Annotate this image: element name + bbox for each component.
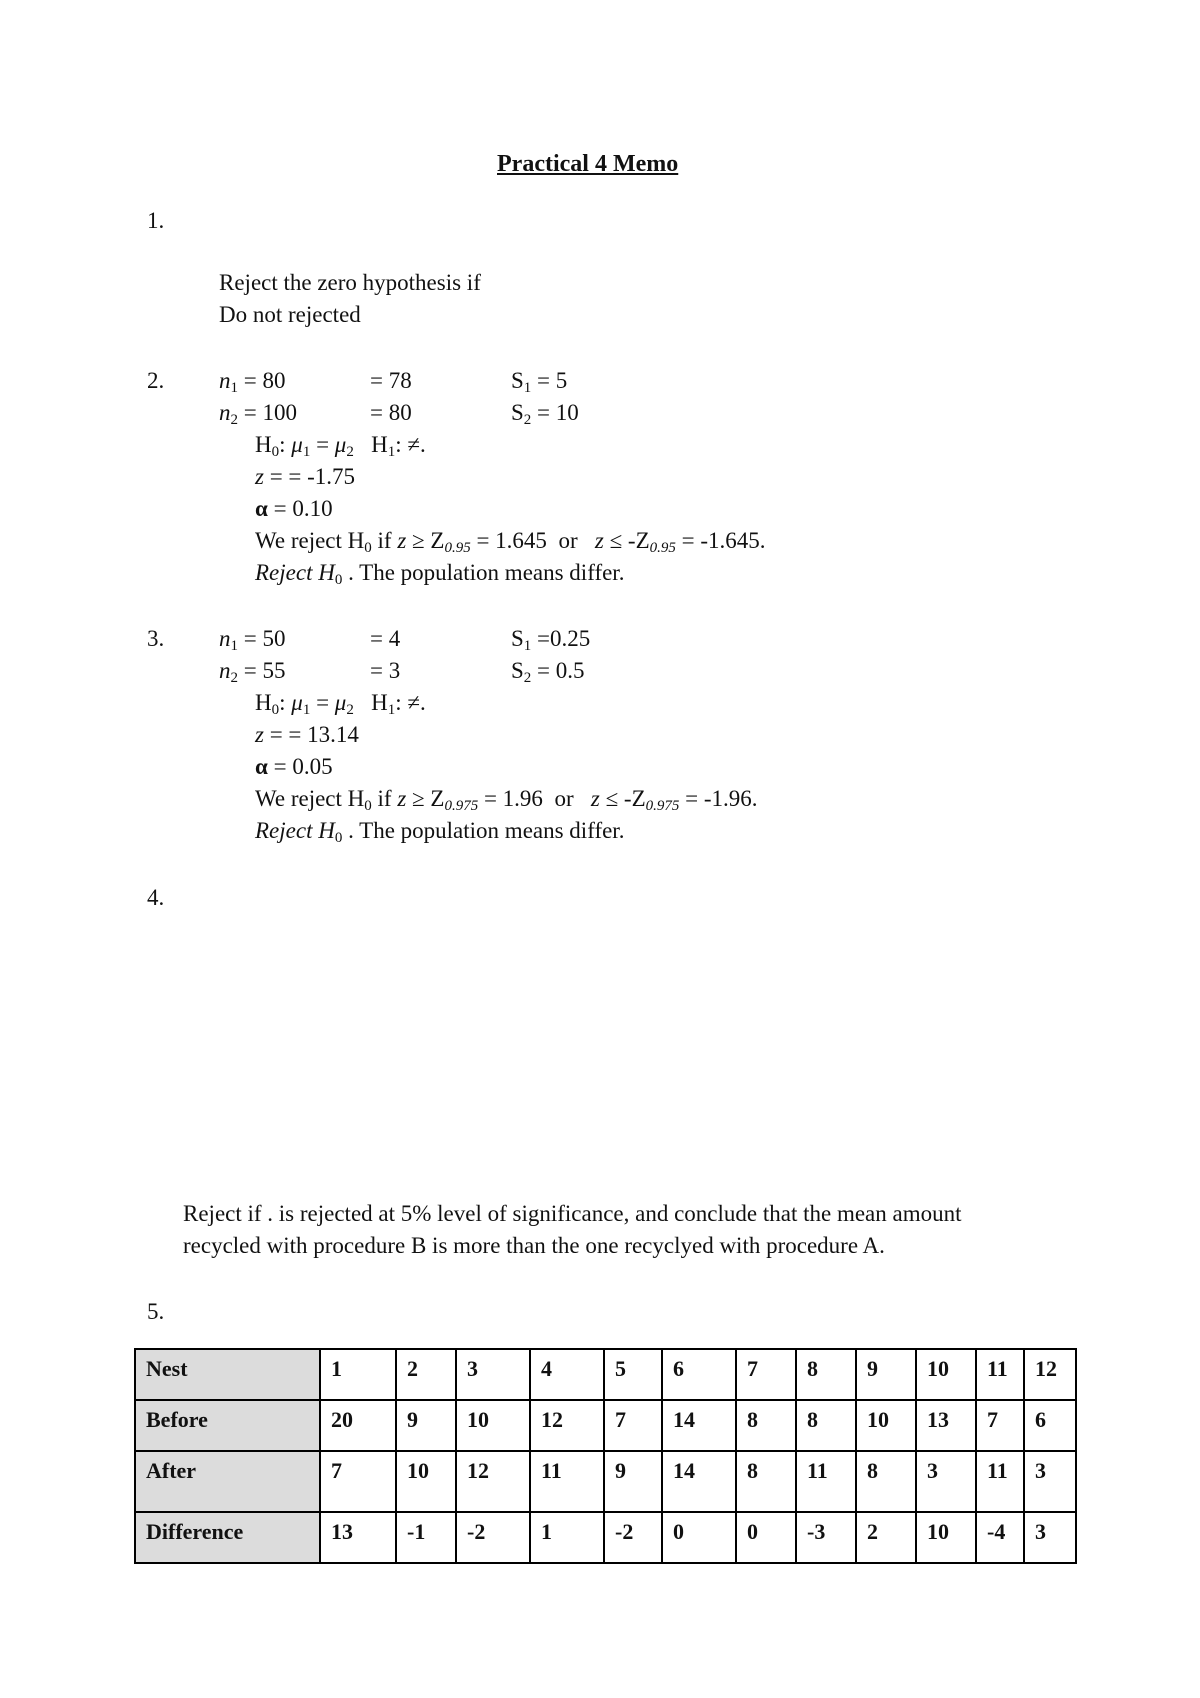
q3-s2-value: = 0.5 [537,658,585,683]
table-cell: 10 [396,1451,456,1512]
question-3-number: 3. [147,626,165,651]
table-cell: 1 [530,1512,604,1563]
row-label: After [135,1451,320,1512]
q2-hypotheses: $H_0$: $\mu_1 = \mu_2$ $H_1$: ≠. [255,432,426,460]
q3-conclusion: Reject $H_0$ . The population means differ. [255,818,625,846]
table-cell: 14 [662,1451,736,1512]
page-title: Practical 4 Memo [497,151,679,177]
table-cell: 7 [604,1400,662,1451]
table-cell: 1 [320,1349,396,1400]
row-label: Nest [135,1349,320,1400]
q3-hypotheses: $H_0$: $\mu_1 = \mu_2$ $H_1$: ≠. [255,690,426,718]
q3-s1-value: =0.25 [537,626,591,651]
table-cell: 12 [1024,1349,1076,1400]
table-cell: -3 [796,1512,856,1563]
q3-n1: $n_1 = 50$ [219,626,286,654]
q3-s1: $S_1 =0.25$ [511,626,591,654]
table-cell: 14 [662,1400,736,1451]
table-cell: 10 [856,1400,916,1451]
table-cell: 3 [1024,1451,1076,1512]
table-cell: -4 [976,1512,1024,1563]
q2-conclusion-text: . The population means differ. [348,560,625,585]
q2-s1-value: = 5 [537,368,568,393]
q2-crit-sub: 0.95 [444,540,471,556]
q3-alpha-value: = 0.05 [273,754,333,779]
q2-crit-pos: = 1.645 [476,528,547,553]
table-cell: 6 [1024,1400,1076,1451]
q2-z-statistic: z = = -1.75 [255,464,356,489]
q2-s1: $S_1 = 5$ [511,368,568,396]
q2-xbar2: = 80 [370,400,412,425]
table-cell: 3 [1024,1512,1076,1563]
table-cell: 20 [320,1400,396,1451]
q2-n1: $n_1 = 80$ [219,368,286,396]
table-row [135,1349,1076,1400]
table-cell: 9 [856,1349,916,1400]
q3-n1-value: 50 [262,626,286,651]
q3-crit-pos: = 1.96 [483,786,543,811]
table-cell: 11 [976,1349,1024,1400]
q3-conclusion-text: . The population means differ. [348,818,625,843]
table-cell: -2 [604,1512,662,1563]
question-4-number: 4. [147,885,165,910]
q3-xbar1: = 4 [370,626,401,651]
q3-crit-sub: 0.975 [444,798,479,814]
q2-s2: $S_2 = 10$ [511,400,579,428]
q1-reject-rule: Reject the zero hypothesis if [219,270,481,295]
q1-conclusion: Do not rejected [219,302,361,327]
q2-xbar1: = 78 [370,368,412,393]
table-cell: 8 [796,1349,856,1400]
table-cell: 9 [396,1400,456,1451]
table-row [135,1512,1076,1563]
q3-s2: $S_2 = 0.5$ [511,658,585,686]
table-cell: 9 [604,1451,662,1512]
table-cell: 8 [736,1400,796,1451]
table-row [135,1451,1076,1512]
table-cell: 11 [976,1451,1024,1512]
table-cell: 2 [856,1512,916,1563]
table-cell: 12 [456,1451,530,1512]
q2-z-value: = = -1.75 [269,464,356,489]
table-cell: 11 [530,1451,604,1512]
table-cell: -1 [396,1512,456,1563]
q3-reject-rule-text: We reject H [255,786,365,811]
table-cell: 8 [856,1451,916,1512]
q2-n2: $n_2 = 100$ [219,400,297,428]
q2-n2-value: 100 [262,400,297,425]
q3-z-statistic: z = = 13.14 [255,722,359,747]
question-1-number: 1. [147,208,165,233]
table-cell: 12 [530,1400,604,1451]
table-cell: 10 [916,1512,976,1563]
table-cell: -2 [456,1512,530,1563]
table-cell: 13 [916,1400,976,1451]
table-cell: 3 [916,1451,976,1512]
q3-n2-value: 55 [262,658,286,683]
q2-s2-value: = 10 [537,400,579,425]
table-cell: 2 [396,1349,456,1400]
table-cell: 0 [662,1512,736,1563]
q2-n1-value: 80 [262,368,286,393]
table-cell: 4 [530,1349,604,1400]
table-cell: 11 [796,1451,856,1512]
q4-conclusion-line-1: Reject if . is rejected at 5% level of significance, and conclude that the mean amount [183,1201,962,1226]
table-cell: 8 [796,1400,856,1451]
table-cell: 6 [662,1349,736,1400]
nest-table [134,1348,1077,1564]
q2-reject-rule-text: We reject H [255,528,365,553]
table-cell: 10 [916,1349,976,1400]
table-cell: 0 [736,1512,796,1563]
q4-conclusion-line-2: recycled with procedure B is more than the one recyclyed with procedure A. [183,1233,885,1258]
table-cell: 7 [320,1451,396,1512]
table-cell: 7 [976,1400,1024,1451]
row-label: Before [135,1400,320,1451]
q3-reject-rule: We reject $H_0$ if $z \ge Z_{0.975} = 1.96$ or $z \le -Z_{0.975} = -1.96$. [255,786,758,814]
table-row [135,1400,1076,1451]
question-5-number: 5. [147,1299,165,1324]
q2-reject-rule: We reject $H_0$ if $z \ge Z_{0.95} = 1.645$ or $z \le -Z_{0.95} = -1.645$. [255,528,766,556]
row-label: Difference [135,1512,320,1563]
question-2-number: 2. [147,368,165,393]
q3-z-value: = = 13.14 [269,722,359,747]
table-cell: 7 [736,1349,796,1400]
q3-xbar2: = 3 [370,658,401,683]
table-cell: 5 [604,1349,662,1400]
q3-crit-neg: = -1.96. [685,786,758,811]
q2-conclusion: Reject $H_0$ . The population means differ. [255,560,625,588]
q2-alpha: α = 0.10 [255,496,333,521]
table-cell: 13 [320,1512,396,1563]
q2-crit-neg: = -1.645. [681,528,766,553]
table-cell: 8 [736,1451,796,1512]
q3-alpha: α = 0.05 [255,754,333,779]
table-cell: 10 [456,1400,530,1451]
q2-alpha-value: = 0.10 [273,496,333,521]
table-cell: 3 [456,1349,530,1400]
q3-n2: $n_2 = 55$ [219,658,286,686]
